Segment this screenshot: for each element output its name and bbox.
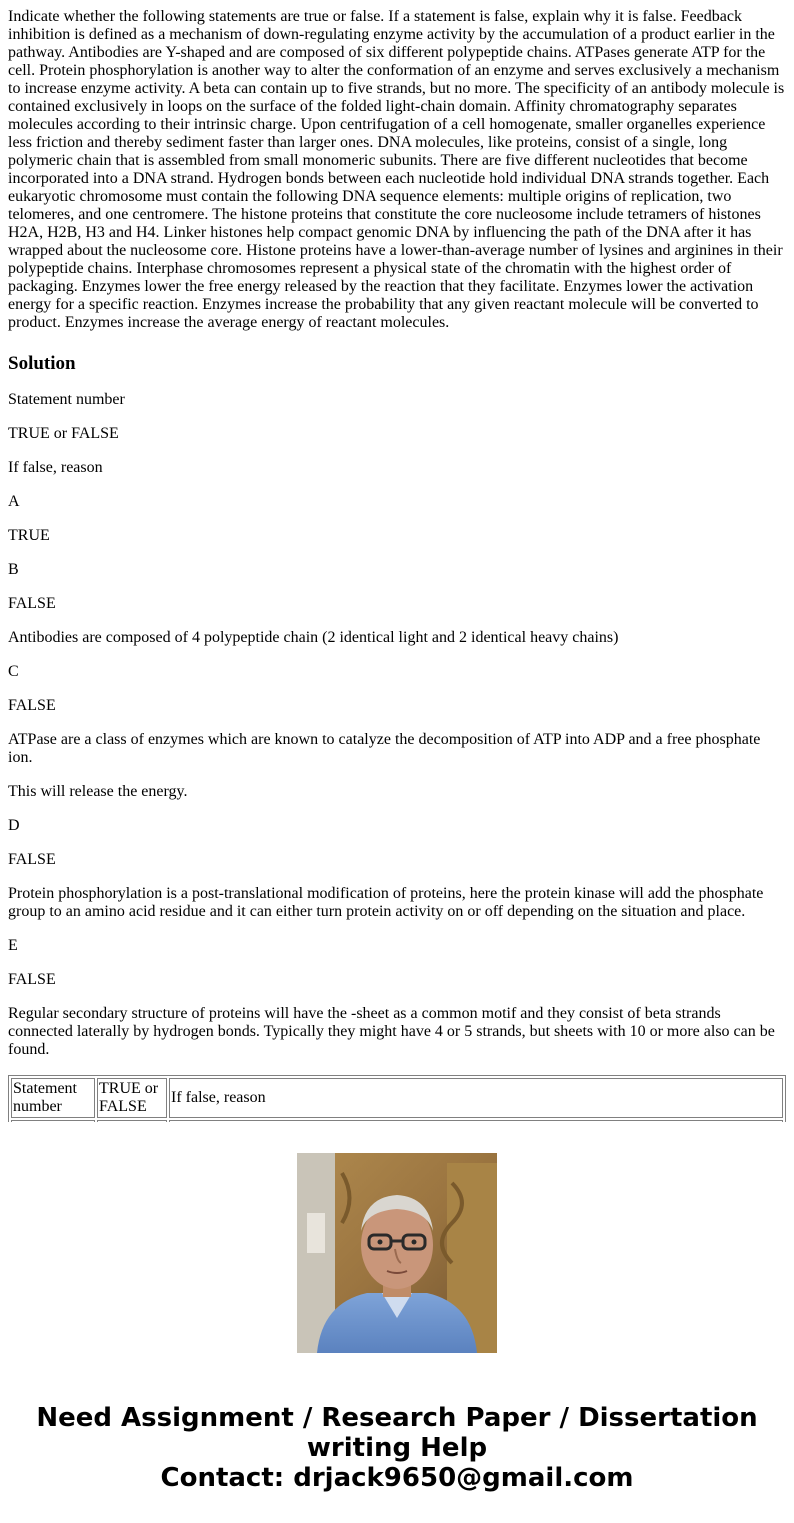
cta-line: writing Help: [306, 1433, 488, 1463]
solution-paragraph: B: [8, 561, 19, 578]
solution-paragraph: FALSE: [8, 851, 56, 868]
solution-paragraph: Antibodies are composed of 4 polypeptide chain (2 identical light and 2 identical heavy chains): [8, 629, 619, 646]
table-header-row: [11, 1078, 783, 1118]
promo-footer: [0, 1122, 794, 1523]
solution-paragraph: A: [8, 493, 20, 510]
solution-paragraph: This will release the energy.: [8, 783, 188, 800]
contact-email: Contact: drjack9650@gmail.com: [160, 1463, 634, 1493]
solution-paragraph: Protein phosphorylation is a post-translational modification of proteins, here the protein kinase will add the phosphate group to an amino acid residue and it can either turn protein activity on or off depending on the situation and place.: [8, 885, 764, 920]
contact-banner: [0, 1403, 794, 1493]
document-content: [8, 8, 786, 1122]
avatar: [297, 1153, 497, 1353]
solution-paragraph: Statement number: [8, 391, 125, 408]
table-header-cell: TRUE or FALSE: [97, 1078, 167, 1118]
table-header-cell: If false, reason: [169, 1078, 783, 1118]
question-text: Indicate whether the following statements are true or false. If a statement is false, explain why it is false. Feedback inhibition is defined as a mechanism of down-regulating enzyme activity by the accumulation of a product earlier in the pathway. Antibodies are Y-shaped and are composed of six different polypeptide chains. ATPases generate ATP for the cell. Protein phosphorylation is another way to alter the conformation of an enzyme and serves exclusively a mechanism to increase enzyme activity. A beta can contain up to five strands, but no more. The specificity of an antibody molecule is contained exclusively in loops on the surface of the folded light-chain domain. Affinity chromatography separates molecules according to their intrinsic charge. Upon centrifugation of a cell homogenate, smaller organelles experience less friction and thereby sediment faster than larger ones. DNA molecules, like proteins, consist of a single, long polymeric chain that is assembled from small monomeric subunits. There are five different nucleotides that become incorporated into a DNA strand. Hydrogen bonds between each nucleotide hold individual DNA strands together. Each eukaryotic chromosome must contain the following DNA sequence elements: multiple origins of replication, two telomeres, and one centromere. The histone proteins that constitute the core nucleosome include tetramers of histones H2A, H2B, H3 and H4. Linker histones help compact genomic DNA by influencing the path of the DNA after it has wrapped about the nucleosome core. Histone proteins have a lower-than-average number of lysines and arginines in their polypeptide chains. Interphase chromosomes represent a physical state of the chromatin with the highest order of packaging. Enzymes lower the free energy released by the reaction that they facilitate. Enzymes lower the activation energy for a specific reaction. Enzymes increase the probability that any given reactant molecule will be converted to product. Enzymes increase the average energy of reactant molecules.: [8, 8, 785, 331]
solution-paragraph: If false, reason: [8, 459, 103, 476]
solution-paragraph: ATPase are a class of enzymes which are known to catalyze the decomposition of ATP into ADP and a free phosphate ion.: [8, 731, 761, 766]
solution-heading: Solution: [8, 353, 76, 374]
table-header-cell: Statement number: [11, 1078, 95, 1118]
solution-paragraph: C: [8, 663, 19, 680]
solution-paragraph: TRUE or FALSE: [8, 425, 119, 442]
solution-paragraph: TRUE: [8, 527, 50, 544]
solution-paragraph: Regular secondary structure of proteins will have the -sheet as a common motif and they consist of beta strands connected laterally by hydrogen bonds. Typically they might have 4 or 5 strands, but sheets with 10 or more also can be found.: [8, 1005, 775, 1058]
cta-line: Need Assignment / Research Paper / Dissertation: [36, 1403, 758, 1433]
solution-paragraph: FALSE: [8, 595, 56, 612]
solution-paragraph: FALSE: [8, 971, 56, 988]
avatar-portrait: [297, 1153, 497, 1353]
solution-paragraph: D: [8, 817, 20, 834]
solution-paragraph: FALSE: [8, 697, 56, 714]
solution-paragraph: E: [8, 937, 18, 954]
